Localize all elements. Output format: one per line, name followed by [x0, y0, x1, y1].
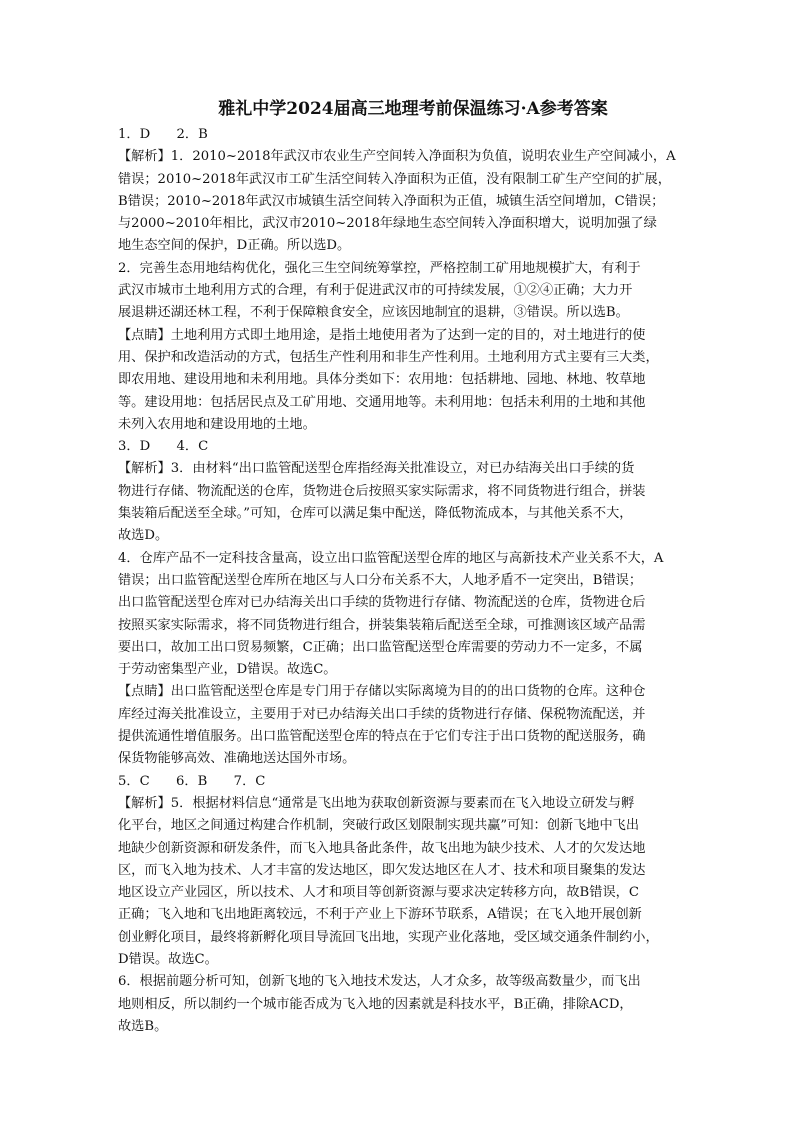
text-line: 【解析】1．2010~2018年武汉市农业生产空间转入净面积为负值，说明农业生产空间减小，A: [118, 149, 676, 165]
text-line: 地生态空间的保护，D正确。所以选D。: [118, 238, 351, 254]
text-line: 1．D 2．B: [118, 127, 208, 142]
text-line: 等。建设用地：包括居民点及工矿用地、交通用地等。未利用地：包括未利用的土地和其他: [118, 394, 646, 410]
text-line: 即农用地、建设用地和未利用地。具体分类如下：农用地：包括耕地、园地、林地、牧草地: [118, 372, 646, 388]
text-line: 4．仓库产品不一定科技含量高，设立出口监管配送型仓库的地区与高新技术产业关系不大，A: [118, 550, 664, 566]
text-line: 【点睛】出口监管配送型仓库是专门用于存储以实际离境为目的的出口货物的仓库。这种仓: [118, 684, 646, 700]
text-line: 于劳动密集型产业，D错误。故选C。: [118, 662, 337, 678]
text-line: 地缺少创新资源和研发条件，而飞入地具备此条件，故飞出地为缺少技术、人才的欠发达地: [118, 840, 646, 856]
text-line: 【点睛】土地利用方式即土地用途，是指土地使用者为了达到一定的目的，对土地进行的使: [118, 327, 646, 343]
text-line: 故选B。: [118, 1018, 168, 1034]
text-line: 武汉市城市土地利用方式的合理，有利于促进武汉市的可持续发展，①②④正确；大力开: [118, 283, 633, 299]
text-line: B错误；2010~2018年武汉市城镇生活空间转入净面积为正值，城镇生活空间增加，C错误；: [118, 193, 665, 209]
text-line: 区，而飞入地为技术、人才丰富的发达地区，即欠发达地区在人才、技术和项目聚集的发达: [118, 862, 646, 878]
text-line: 2．完善生态用地结构优化，强化三生空间统筹掌控，严格控制工矿用地规模扩大，有利于: [118, 260, 641, 276]
text-line: 错误；出口监管配送型仓库所在地区与人口分布关系不大，人地矛盾不一定突出，B错误；: [118, 572, 642, 588]
text-line: 展退耕还湖还林工程，不利于保障粮食安全，应该因地制宜的退耕，③错误。所以选B。: [118, 305, 629, 321]
text-line: 3．D 4．C: [118, 439, 209, 455]
text-line: 地则相反，所以制约一个城市能否成为飞入地的因素就是科技水平，B正确，排除ACD，: [118, 996, 633, 1012]
page-title: 雅礼中学2024届高三地理考前保温练习·A参考答案: [218, 99, 608, 119]
text-line: 保货物能够高效、准确地送达国外市场。: [118, 751, 356, 767]
text-line: 故选D。: [118, 528, 169, 544]
text-line: 提供流通性增值服务。出口监管配送型仓库的特点在于它们专注于出口货物的配送服务，确: [118, 729, 646, 745]
text-line: 库经过海关批准设立，主要用于对已办结海关出口手续的货物进行存储、保税物流配送，并: [118, 706, 646, 722]
text-line: 物进行存储、物流配送的仓库，货物进仓后按照买家实际需求，将不同货物进行组合，拼装: [118, 483, 646, 499]
text-line: 地区设立产业园区，所以技术、人才和项目等创新资源与要求决定转移方向，故B错误，C: [118, 885, 639, 901]
text-line: 5．C 6．B 7．C: [118, 773, 266, 789]
text-line: 错误；2010~2018年武汉市工矿生活空间转入净面积为正值，没有限制工矿生产空间的扩展，: [118, 171, 671, 187]
text-line: 【解析】5．根据材料信息“通常是飞出地为获取创新资源与要素而在飞入地设立研发与孵: [118, 795, 635, 811]
text-line: 【解析】3．由材料“出口监管配送型仓库指经海关批准设立，对已办结海关出口手续的货: [118, 461, 635, 477]
text-line: 与2000~2010年相比，武汉市2010~2018年绿地生态空间转入净面积增大，说明加强了绿: [118, 216, 657, 232]
text-line: 创业孵化项目，最终将新孵化项目导流回飞出地，实现产业化落地，受区域交通条件制约小，: [118, 929, 659, 945]
text-line: 正确；飞入地和飞出地距离较远，不利于产业上下游环节联系，A错误；在飞入地开展创新: [118, 907, 642, 923]
text-line: 化平台，地区之间通过构建合作机制，突破行政区划限制实现共赢”可知：创新飞地中飞出: [118, 818, 640, 834]
text-line: 集装箱后配送至全球。”可知，仓库可以满足集中配送，降低物流成本，与其他关系不大，: [118, 506, 633, 522]
text-line: 6．根据前题分析可知，创新飞地的飞入地技术发达，人才众多，故等级高数量少，而飞出: [118, 974, 641, 990]
text-line: 出口监管配送型仓库对已办结海关出口手续的货物进行存储、物流配送的仓库，货物进仓后: [118, 595, 646, 611]
text-line: 按照买家实际需求，将不同货物进行组合，拼装集装箱后配送至全球，可推测该区域产品需: [118, 617, 646, 633]
text-line: 要出口，故加工出口贸易频繁，C正确；出口监管配送型仓库需要的劳动力不一定多，不属: [118, 639, 643, 655]
text-line: 未列入农用地和建设用地的土地。: [118, 416, 316, 432]
text-line: D错误。故选C。: [118, 951, 218, 967]
text-line: 用、保护和改造活动的方式，包括生产性利用和非生产性利用。土地利用方式主要有三大类，: [118, 349, 659, 365]
answer-body: [118, 124, 698, 1038]
